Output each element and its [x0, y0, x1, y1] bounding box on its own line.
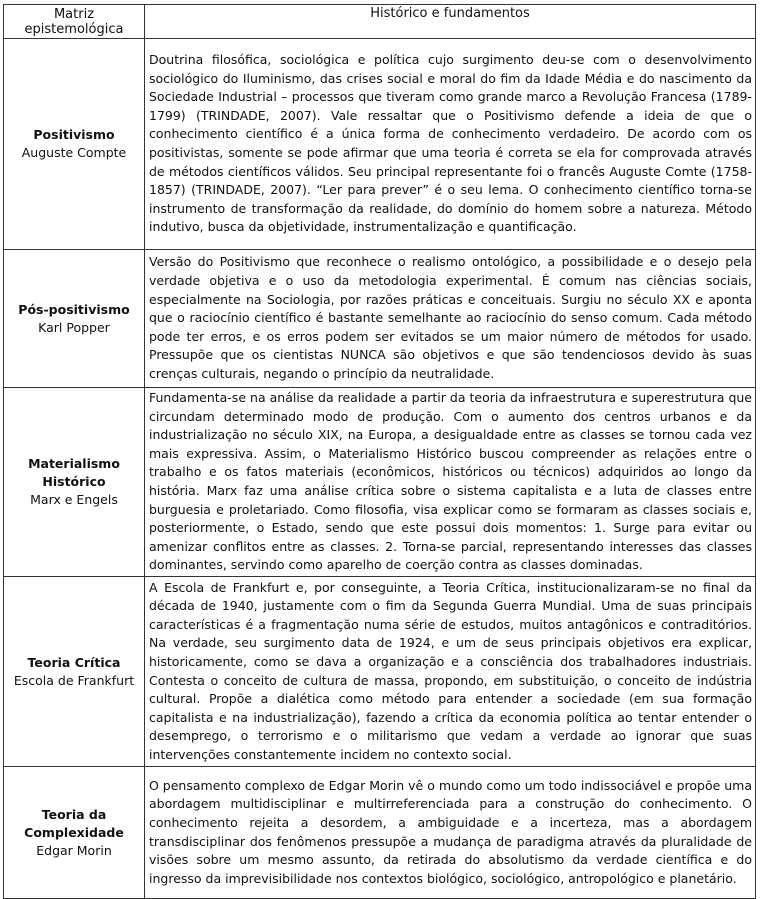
row-label: [4, 577, 145, 767]
table-row: [4, 250, 756, 388]
header-matriz: Matriz epistemológica: [4, 5, 145, 39]
row-description: Versão do Positivismo que reconhece o realismo ontológico, a possibilidade e o desejo pela verdade objetiva e o uso da metodologia experimental. É comum nas ciências sociais, especialmente na Sociologia, por razões práticas e conceituais. Surgiu no século XX e aponta que o raciocínio científico é bastante semelhante ao raciocínio do senso comum. Cada método pode ter erros, e os erros podem ser evitados se um maior número de métodos for usado. Pressupõe que os cientistas NUNCA são objetivos e que são tendenciosos devido às suas crenças culturais, negando o princípio da neutralidade.: [145, 250, 756, 388]
header-historico: Histórico e fundamentos: [145, 5, 756, 39]
row-label: [4, 250, 145, 388]
row-author: Karl Popper: [38, 319, 110, 335]
epistemology-table: [3, 4, 756, 899]
table-row: [4, 577, 756, 767]
table-row: [4, 39, 756, 250]
table-header-row: [4, 5, 756, 39]
row-description: Doutrina filosófica, sociológica e política cujo surgimento deu-se com o desenvolvimento sociológico do Iluminismo, das crises social e moral do fim da Idade Média e do nascimento da Sociedade Industrial – processos que tiveram como grande marco a Revolução Francesa (1789-1799) (TRINDADE, 2007). Vale ressaltar que o Positivismo defende a ideia de que o conhecimento científico é a única forma de conhecimento verdadeiro. De acordo com os positivistas, somente se pode afirmar que uma teoria é correta se ela for comprovada através de métodos científicos válidos. Seu principal representante foi o francês Auguste Comte (1758-1857) (TRINDADE, 2007). “Ler para prever” é o seu lema. O conhecimento científico torna-se instrumento de transformação da realidade, do domínio do homem sobre a natureza. Método indutivo, busca da objetividade, instrumentalização e quantificação.: [145, 39, 756, 250]
table-row: [4, 767, 756, 899]
row-title: Materialismo Histórico: [28, 456, 120, 489]
row-author: Escola de Frankfurt: [13, 672, 135, 688]
row-label: [4, 39, 145, 250]
row-description: Fundamenta-se na análise da realidade a partir da teoria da infraestrutura e superestrutura que circundam determinado modo de produção. Com o aumento dos centros urbanos e da industrialização no século XIX, na Europa, a desigualdade entre as classes se tornou cada vez mais expressiva. Assim, o Materialismo Histórico buscou compreender as relações entre o trabalho e os fatos materiais (econômicos, históricos ou técnicos) adquiridos ao longo da história. Marx faz uma análise crítica sobre o sistema capitalista e a luta de classes entre burguesia e proletariado. Como filosofia, visa explicar como se formaram as classes sociais e, posteriormente, o Estado, sendo que este possui dois momentos: 1. Surge para evitar ou amenizar conflitos entre as classes. 2. Torna-se parcial, representando interesses das classes dominantes, servindo como aparelho de coerção contra as classes dominadas.: [145, 388, 756, 577]
row-description: O pensamento complexo de Edgar Morin vê o mundo como um todo indissociável e propõe uma abordagem multidisciplinar e multirreferenciada para a construção do conhecimento. O conhecimento rejeita a desordem, a ambiguidade e a incerteza, mas a abordagem transdisciplinar dos fenômenos pressupõe a mudança de paradigma através da pluralidade de visões sobre um mesmo assunto, da retirada do absolutismo da verdade científica e do ingresso da imprevisibilidade nos contextos biológico, sociológico, antropológico e planetário.: [145, 767, 756, 899]
row-label: [4, 388, 145, 577]
row-title: Pós-positivismo: [18, 301, 130, 317]
row-title: Teoria Crítica: [27, 654, 121, 670]
row-author: Auguste Compte: [21, 145, 127, 160]
row-author: Marx e Engels: [30, 492, 118, 507]
row-title: Positivismo: [33, 127, 115, 142]
row-label: [4, 767, 145, 899]
row-author: Edgar Morin: [36, 842, 112, 858]
row-title: Teoria da Complexidade: [24, 806, 124, 840]
row-description: A Escola de Frankfurt e, por conseguinte, a Teoria Crítica, institucionalizaram-se no final da década de 1940, justamente com o fim da Segunda Guerra Mundial. Uma de suas principais características é a fragmentação numa série de estudos, muitos antagônicos e contraditórios. Na verdade, seu surgimento data de 1924, e um de seus principais objetivos era explicar, historicamente, como se dava a organização e a consciência dos trabalhadores industriais. Contesta o conceito de cultura de massa, propondo, em substituição, o conceito de indústria cultural. Propõe a dialética como método para entender a sociedade (em sua formação capitalista e na industrialização), fazendo a crítica da economia política ao tentar entender o desemprego, o terrorismo e o militarismo que vedam a verdade ao ignorar que suas intervenções constantemente incidem no contexto social.: [145, 577, 756, 767]
table-row: [4, 388, 756, 577]
